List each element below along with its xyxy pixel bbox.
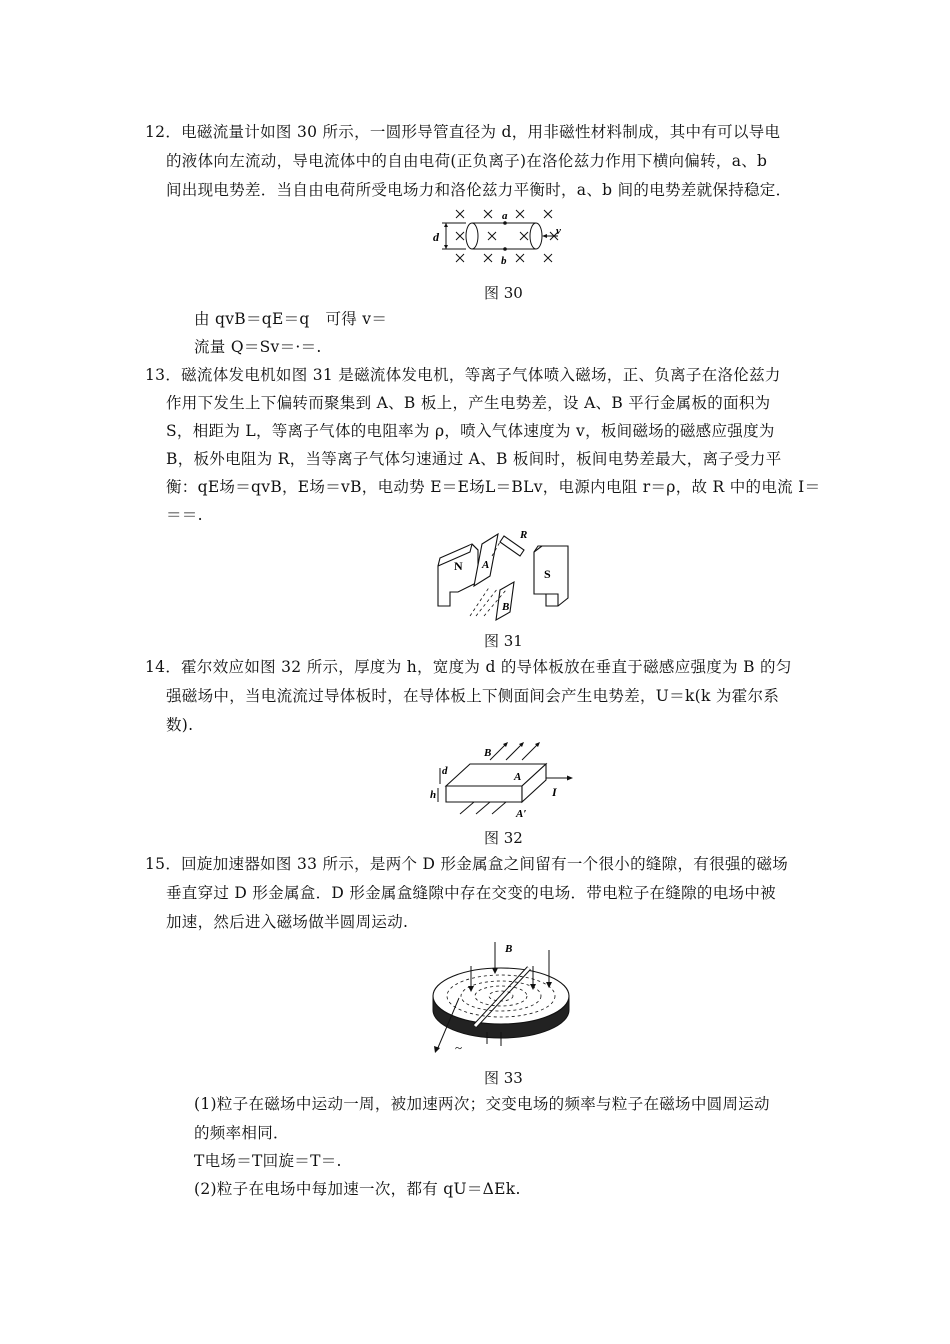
fig32-label-B: B bbox=[484, 747, 492, 759]
q13-line-6: ＝＝. bbox=[166, 506, 203, 524]
q15-line-1: 15．回旋加速器如图 33 所示，是两个 D 形金属盒之间留有一个很小的缝隙，有很强的磁场 bbox=[145, 855, 789, 873]
fig30-label-b: b bbox=[501, 255, 507, 267]
q12-formula-1: 由 qvB＝qE＝q 可得 v＝ bbox=[194, 310, 388, 328]
q13-line-2: 作用下发生上下偏转而聚集到 A、B 板上，产生电势差，设 A、B 平行金属板的面积为 bbox=[166, 394, 771, 412]
figure-31-caption: 图 31 bbox=[484, 632, 523, 650]
fig32-label-h: h bbox=[430, 789, 437, 801]
fig30-label-d: d bbox=[433, 230, 439, 244]
figure-30-flowmeter-diagram bbox=[432, 205, 572, 267]
fig31-label-N: N bbox=[454, 559, 463, 573]
q13-line-5: 衡：qE场＝qvB，E场＝vB，电动势 E＝E场L＝BLv，电源内电阻 r＝ρ，故 R 中的电流 I＝ bbox=[166, 478, 821, 496]
fig32-label-A: A bbox=[514, 771, 522, 783]
q13-line-1: 13．磁流体发电机如图 31 是磁流体发电机，等离子气体喷入磁场，正、负离子在洛伦兹力 bbox=[145, 366, 781, 384]
fig31-label-B: B bbox=[502, 601, 510, 613]
q14-line-1: 14．霍尔效应如图 32 所示，厚度为 h，宽度为 d 的导体板放在垂直于磁感应强度为 B 的匀 bbox=[145, 658, 792, 676]
fig32-label-A-prime: A′ bbox=[516, 808, 527, 820]
fig31-label-S: S bbox=[544, 567, 551, 581]
q12-line-3: 间出现电势差．当自由电荷所受电场力和洛伦兹力平衡时，a、b 间的电势差就保持稳定． bbox=[166, 181, 792, 199]
q13-line-3: S，相距为 L，等离子气体的电阻率为 ρ，喷入气体速度为 v，板间磁场的磁感应强度为 bbox=[166, 422, 775, 440]
q13-line-4: B，板外电阻为 R，当等离子气体匀速通过 A、B 板间时，板间电势差最大，离子受力平 bbox=[166, 450, 782, 468]
fig33-label-ac-source: ~ bbox=[455, 1040, 463, 1055]
q15-line-2: 垂直穿过 D 形金属盒．D 形金属盒缝隙中存在交变的电场．带电粒子在缝隙的电场中被 bbox=[166, 884, 776, 902]
q14-line-3: 数). bbox=[166, 716, 194, 734]
q15-point-1-cont: 的频率相同． bbox=[194, 1124, 289, 1142]
q12-formula-2: 流量 Q＝Sv＝·＝. bbox=[194, 338, 322, 356]
q15-point-2: (2)粒子在电场中每加速一次，都有 qU＝ΔEk. bbox=[194, 1180, 521, 1198]
fig30-label-a: a bbox=[502, 210, 508, 222]
figure-30-caption: 图 30 bbox=[484, 284, 523, 302]
fig32-label-I: I bbox=[552, 785, 557, 799]
figure-33-caption: 图 33 bbox=[484, 1069, 523, 1087]
fig33-label-B: B bbox=[505, 943, 513, 955]
figure-32-hall-effect-diagram bbox=[430, 740, 580, 820]
fig32-label-d: d bbox=[442, 765, 448, 777]
figure-32-caption: 图 32 bbox=[484, 829, 523, 847]
q12-line-2: 的液体向左流动，导电流体中的自由电荷(正负离子)在洛伦兹力作用下横向偏转，a、b bbox=[166, 152, 768, 170]
figure-31-mhd-generator-diagram bbox=[430, 530, 580, 622]
q14-line-2: 强磁场中，当电流流过导体板时，在导体板上下侧面间会产生电势差，U＝k(k 为霍尔系 bbox=[166, 687, 780, 705]
q15-line-3: 加速，然后进入磁场做半圆周运动. bbox=[166, 913, 409, 931]
q12-line-1: 12．电磁流量计如图 30 所示，一圆形导管直径为 d，用非磁性材料制成，其中有可以导电 bbox=[145, 123, 781, 141]
figure-33-cyclotron-diagram bbox=[425, 940, 575, 1060]
q15-point-1: (1)粒子在磁场中运动一周，被加速两次；交变电场的频率与粒子在磁场中圆周运动 bbox=[194, 1095, 770, 1113]
fig30-label-v: v bbox=[556, 225, 561, 237]
fig31-label-R: R bbox=[520, 529, 528, 541]
q15-period-formula: T电场＝T回旋＝T＝. bbox=[194, 1152, 342, 1170]
fig31-label-A: A bbox=[482, 559, 490, 571]
